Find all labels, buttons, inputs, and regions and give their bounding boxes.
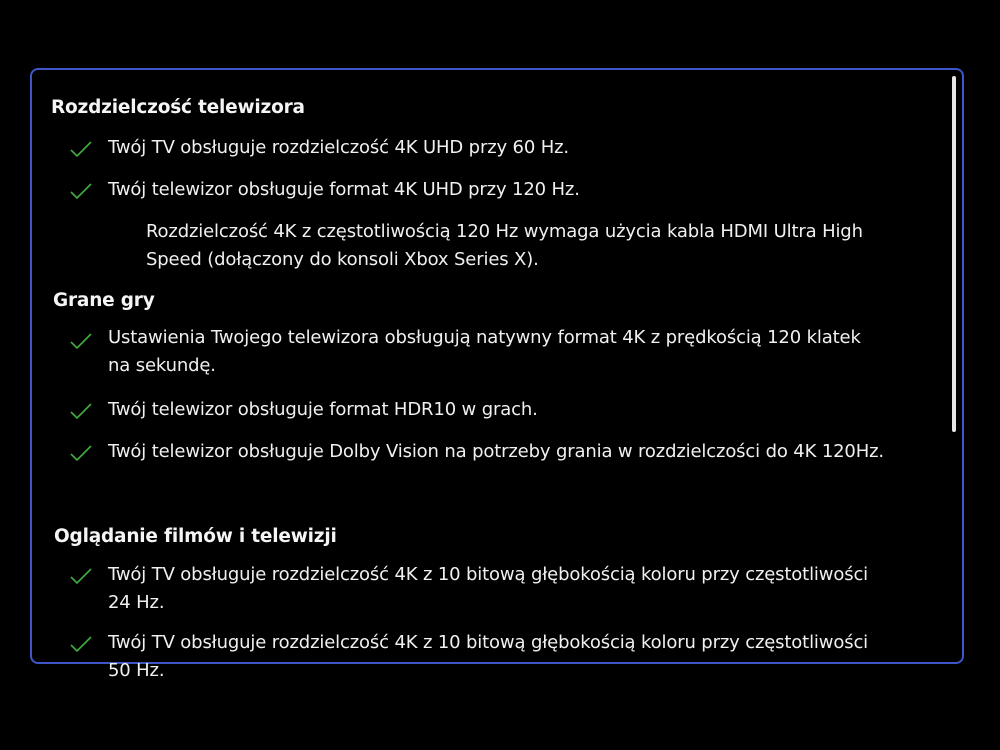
list-item-text: Twój TV obsługuje rozdzielczość 4K z 10 bitową głębokością koloru przy częstotliwości 24 Hz. xyxy=(108,564,869,613)
list-item-text: Twój telewizor obsługuje Dolby Vision na potrzeby grania w rozdzielczości do 4K 120Hz. xyxy=(108,441,884,462)
list-item-text: Twój telewizor obsługuje format HDR10 w grach. xyxy=(108,399,538,420)
tv-capabilities-panel xyxy=(30,68,964,681)
check-icon xyxy=(70,567,92,587)
list-item-text: Twój TV obsługuje rozdzielczość 4K z 10 bitową głębokością koloru przy częstotliwości 50 Hz. xyxy=(108,632,869,681)
check-icon xyxy=(70,140,92,160)
section-title-games: Grane gry xyxy=(53,290,155,311)
scrollbar[interactable] xyxy=(952,76,956,656)
check-icon xyxy=(70,182,92,202)
check-icon xyxy=(70,635,92,655)
check-icon xyxy=(70,332,92,352)
check-icon xyxy=(70,402,92,422)
hdmi-cable-note: Rozdzielczość 4K z częstotliwością 120 Hz wymaga użycia kabla HDMI Ultra High Speed (dołączony do konsoli Xbox Series X). xyxy=(146,221,863,270)
list-item-text: Twój TV obsługuje rozdzielczość 4K UHD przy 60 Hz. xyxy=(108,137,569,158)
section-title-movies: Oglądanie filmów i telewizji xyxy=(54,526,337,547)
list-item-text: Twój telewizor obsługuje format 4K UHD przy 120 Hz. xyxy=(108,179,580,200)
section-title-resolution: Rozdzielczość telewizora xyxy=(51,97,305,118)
scrollbar-thumb[interactable] xyxy=(952,76,956,432)
list-item-text: Ustawienia Twojego telewizora obsługują natywny format 4K z prędkością 120 klatek na sekundę. xyxy=(108,327,861,376)
check-icon xyxy=(70,444,92,464)
scroll-content[interactable] xyxy=(32,70,962,681)
